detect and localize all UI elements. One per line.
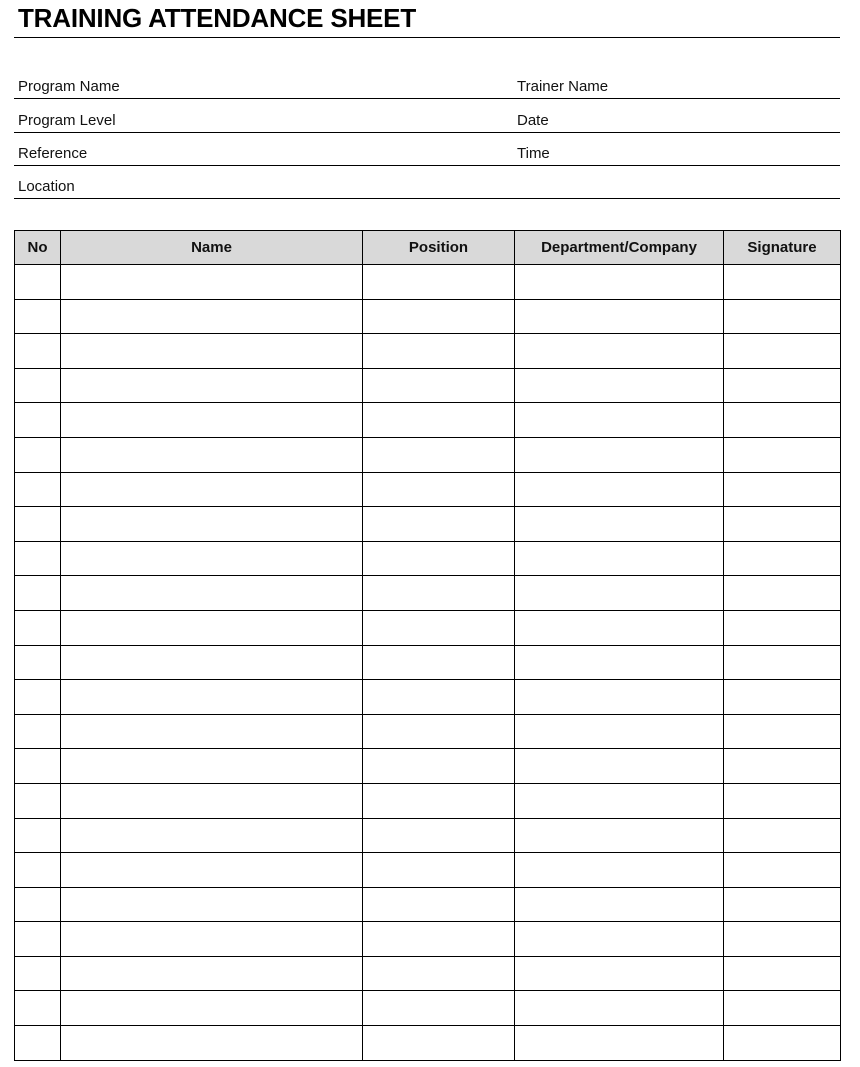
title-underline: [14, 37, 840, 38]
info-row-program-name: [14, 66, 840, 99]
cell-name[interactable]: [61, 956, 363, 991]
table-row: [15, 991, 841, 1026]
cell-position[interactable]: [363, 541, 515, 576]
table-row: [15, 956, 841, 991]
cell-name[interactable]: [61, 749, 363, 784]
table-row: [15, 922, 841, 957]
cell-department-company[interactable]: [515, 645, 724, 680]
cell-signature[interactable]: [724, 714, 841, 749]
attendance-table-wrapper: [14, 230, 840, 1061]
attendance-table-body: [15, 265, 841, 1061]
column-header-name: Name: [61, 231, 363, 265]
cell-signature[interactable]: [724, 749, 841, 784]
cell-position[interactable]: [363, 1026, 515, 1061]
cell-no[interactable]: [15, 680, 61, 715]
cell-name[interactable]: [61, 472, 363, 507]
cell-position[interactable]: [363, 818, 515, 853]
cell-department-company[interactable]: [515, 368, 724, 403]
cell-name[interactable]: [61, 265, 363, 300]
info-row-location: [14, 166, 840, 199]
cell-department-company[interactable]: [515, 749, 724, 784]
cell-no[interactable]: [15, 265, 61, 300]
cell-position[interactable]: [363, 507, 515, 542]
cell-name[interactable]: [61, 507, 363, 542]
cell-name[interactable]: [61, 783, 363, 818]
cell-department-company[interactable]: [515, 437, 724, 472]
cell-position[interactable]: [363, 922, 515, 957]
location-label: Location: [18, 178, 75, 196]
cell-department-company[interactable]: [515, 507, 724, 542]
cell-position[interactable]: [363, 368, 515, 403]
table-row: [15, 403, 841, 438]
cell-position[interactable]: [363, 680, 515, 715]
cell-position[interactable]: [363, 403, 515, 438]
cell-position[interactable]: [363, 645, 515, 680]
cell-no[interactable]: [15, 818, 61, 853]
cell-signature[interactable]: [724, 541, 841, 576]
table-row: [15, 507, 841, 542]
table-row: [15, 680, 841, 715]
cell-name[interactable]: [61, 576, 363, 611]
table-row: [15, 887, 841, 922]
table-row: [15, 1026, 841, 1061]
cell-position[interactable]: [363, 887, 515, 922]
cell-department-company[interactable]: [515, 472, 724, 507]
cell-no[interactable]: [15, 299, 61, 334]
info-row-reference: [14, 133, 840, 166]
cell-name[interactable]: [61, 368, 363, 403]
cell-position[interactable]: [363, 334, 515, 369]
cell-no[interactable]: [15, 991, 61, 1026]
cell-department-company[interactable]: [515, 299, 724, 334]
cell-signature[interactable]: [724, 403, 841, 438]
cell-signature[interactable]: [724, 680, 841, 715]
cell-signature[interactable]: [724, 818, 841, 853]
cell-name[interactable]: [61, 437, 363, 472]
table-row: [15, 853, 841, 888]
cell-name[interactable]: [61, 887, 363, 922]
cell-no[interactable]: [15, 922, 61, 957]
cell-signature[interactable]: [724, 853, 841, 888]
cell-position[interactable]: [363, 299, 515, 334]
table-row: [15, 541, 841, 576]
cell-department-company[interactable]: [515, 334, 724, 369]
cell-department-company[interactable]: [515, 403, 724, 438]
cell-position[interactable]: [363, 576, 515, 611]
cell-signature[interactable]: [724, 507, 841, 542]
cell-department-company[interactable]: [515, 610, 724, 645]
cell-signature[interactable]: [724, 576, 841, 611]
program-name-label: Program Name: [18, 78, 120, 96]
date-label: Date: [517, 111, 549, 129]
info-row-program-level: [14, 99, 840, 132]
cell-name[interactable]: [61, 853, 363, 888]
cell-name[interactable]: [61, 334, 363, 369]
cell-no[interactable]: [15, 507, 61, 542]
cell-signature[interactable]: [724, 334, 841, 369]
cell-signature[interactable]: [724, 922, 841, 957]
cell-no[interactable]: [15, 783, 61, 818]
table-row: [15, 749, 841, 784]
cell-signature[interactable]: [724, 472, 841, 507]
cell-position[interactable]: [363, 610, 515, 645]
cell-name[interactable]: [61, 645, 363, 680]
cell-name[interactable]: [61, 991, 363, 1026]
page-title: TRAINING ATTENDANCE SHEET: [18, 3, 417, 33]
cell-department-company[interactable]: [515, 1026, 724, 1061]
table-row: [15, 368, 841, 403]
cell-no[interactable]: [15, 956, 61, 991]
cell-name[interactable]: [61, 299, 363, 334]
table-row: [15, 714, 841, 749]
time-label: Time: [517, 144, 550, 162]
cell-department-company[interactable]: [515, 922, 724, 957]
cell-position[interactable]: [363, 265, 515, 300]
cell-no[interactable]: [15, 437, 61, 472]
cell-department-company[interactable]: [515, 265, 724, 300]
cell-department-company[interactable]: [515, 714, 724, 749]
table-row: [15, 783, 841, 818]
cell-no[interactable]: [15, 714, 61, 749]
cell-signature[interactable]: [724, 887, 841, 922]
cell-department-company[interactable]: [515, 783, 724, 818]
cell-position[interactable]: [363, 991, 515, 1026]
cell-position[interactable]: [363, 714, 515, 749]
program-level-label: Program Level: [18, 111, 116, 129]
cell-no[interactable]: [15, 541, 61, 576]
attendance-table: [14, 230, 841, 1061]
cell-no[interactable]: [15, 610, 61, 645]
cell-name[interactable]: [61, 922, 363, 957]
cell-no[interactable]: [15, 334, 61, 369]
cell-name[interactable]: [61, 610, 363, 645]
cell-no[interactable]: [15, 749, 61, 784]
cell-no[interactable]: [15, 645, 61, 680]
cell-no[interactable]: [15, 472, 61, 507]
cell-department-company[interactable]: [515, 887, 724, 922]
cell-position[interactable]: [363, 749, 515, 784]
cell-position[interactable]: [363, 956, 515, 991]
cell-department-company[interactable]: [515, 680, 724, 715]
cell-department-company[interactable]: [515, 853, 724, 888]
cell-name[interactable]: [61, 714, 363, 749]
cell-name[interactable]: [61, 1026, 363, 1061]
table-row: [15, 610, 841, 645]
table-row: [15, 576, 841, 611]
cell-signature[interactable]: [724, 265, 841, 300]
table-row: [15, 818, 841, 853]
cell-signature[interactable]: [724, 368, 841, 403]
cell-position[interactable]: [363, 472, 515, 507]
cell-name[interactable]: [61, 680, 363, 715]
cell-no[interactable]: [15, 1026, 61, 1061]
cell-position[interactable]: [363, 437, 515, 472]
table-row: [15, 437, 841, 472]
cell-department-company[interactable]: [515, 818, 724, 853]
column-header-no: No: [15, 231, 61, 265]
cell-no[interactable]: [15, 403, 61, 438]
cell-no[interactable]: [15, 853, 61, 888]
cell-signature[interactable]: [724, 956, 841, 991]
cell-no[interactable]: [15, 887, 61, 922]
cell-name[interactable]: [61, 403, 363, 438]
cell-signature[interactable]: [724, 783, 841, 818]
cell-name[interactable]: [61, 541, 363, 576]
reference-label: Reference: [18, 144, 88, 162]
cell-no[interactable]: [15, 576, 61, 611]
cell-position[interactable]: [363, 853, 515, 888]
program-info-section: [14, 66, 840, 199]
cell-department-company[interactable]: [515, 541, 724, 576]
table-row: [15, 472, 841, 507]
cell-name[interactable]: [61, 818, 363, 853]
cell-no[interactable]: [15, 368, 61, 403]
cell-department-company[interactable]: [515, 956, 724, 991]
cell-signature[interactable]: [724, 1026, 841, 1061]
cell-department-company[interactable]: [515, 991, 724, 1026]
table-row: [15, 299, 841, 334]
trainer-name-label: Trainer Name: [517, 78, 609, 96]
table-row: [15, 265, 841, 300]
cell-signature[interactable]: [724, 610, 841, 645]
column-header-position: Position: [363, 231, 515, 265]
cell-signature[interactable]: [724, 991, 841, 1026]
cell-department-company[interactable]: [515, 576, 724, 611]
column-header-signature: Signature: [724, 231, 841, 265]
cell-signature[interactable]: [724, 645, 841, 680]
cell-position[interactable]: [363, 783, 515, 818]
table-row: [15, 645, 841, 680]
cell-signature[interactable]: [724, 437, 841, 472]
table-header-row: [15, 231, 841, 265]
cell-signature[interactable]: [724, 299, 841, 334]
table-row: [15, 334, 841, 369]
column-header-department-company: Department/Company: [515, 231, 724, 265]
